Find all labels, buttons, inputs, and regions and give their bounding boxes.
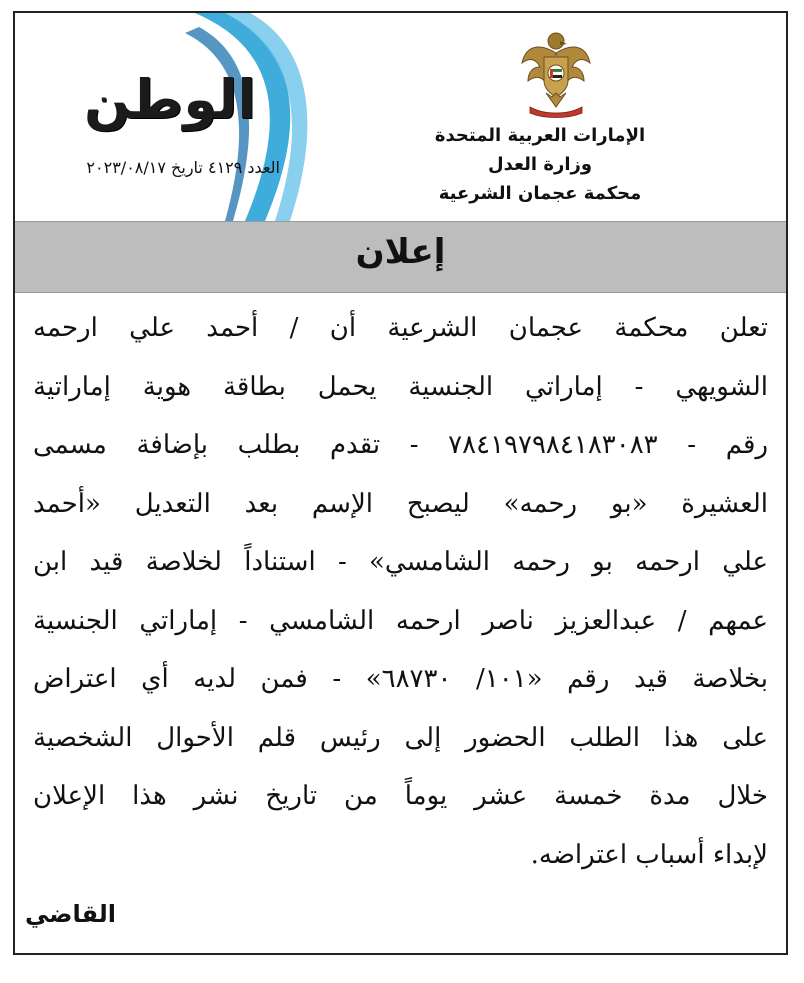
court-name: محكمة عجمان الشرعية (438, 183, 642, 204)
notice-line: الشويهي - إماراتي الجنسية يحمل بطاقة هوية إماراتية (33, 371, 768, 402)
government-heading (415, 121, 665, 208)
notice-title: إعلان (355, 232, 446, 272)
notice-line: علي ارحمه بو رحمه الشامسي» - استناداً لخلاصة قيد ابن (33, 547, 768, 577)
header (15, 13, 786, 221)
notice-body (33, 299, 768, 884)
notice-line: تعلن محكمة عجمان الشرعية أن / أحمد علي ارحمه (33, 313, 768, 343)
notice-frame (13, 11, 788, 955)
notice-line: بخلاصة قيد رقم «١٠١/ ٦٨٧٣٠» - فمن لديه أي اعتراض (33, 664, 768, 694)
notice-line: عمهم / عبدالعزيز ناصر ارحمه الشامسي - إماراتي الجنسية (33, 605, 768, 636)
ministry-name: وزارة العدل (487, 154, 593, 175)
issue-date: العدد ٤١٢٩ تاريخ ٢٠٢٣/٠٨/١٧ (86, 158, 280, 177)
notice-line: العشيرة «بو رحمه» ليصبح الإسم بعد التعديل «أحمد (33, 488, 768, 519)
newspaper-logo: الوطن (83, 68, 257, 131)
notice-line: على هذا الطلب الحضور إلى رئيس قلم الأحوال الشخصية (33, 722, 768, 753)
notice-line: خلال مدة خمسة عشر يوماً من تاريخ نشر هذا الإعلان (33, 781, 768, 811)
title-band (15, 221, 786, 293)
notice-line: رقم - ٧٨٤١٩٧٩٨٤١٨٣٠٨٣ - تقدم بطلب بإضافة مسمى (33, 430, 769, 460)
judge-signature: القاضي (25, 900, 116, 928)
notice-line: لإبداء أسباب اعتراضه. (530, 839, 768, 870)
uae-emblem-icon (520, 23, 592, 119)
country-name: الإمارات العربية المتحدة (434, 125, 646, 146)
